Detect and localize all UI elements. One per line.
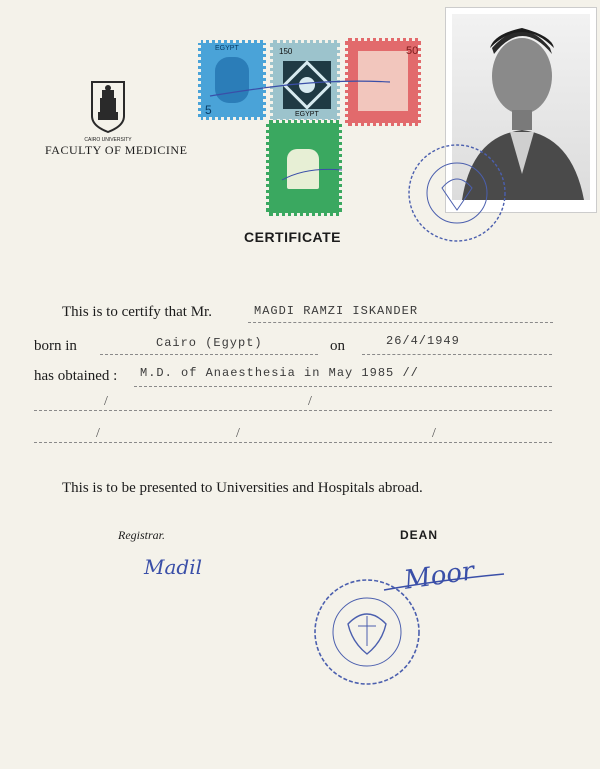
blank-line-1 — [34, 410, 552, 411]
dark-stamp-value: 150 — [279, 47, 293, 56]
certificate-title: CERTIFICATE — [244, 229, 342, 245]
birthdate-underline — [362, 354, 552, 355]
blank-line-2-mark-c: / — [432, 426, 436, 441]
registrar-signature: Madil — [144, 555, 202, 579]
registrar-label: Registrar. — [118, 528, 166, 542]
emblem-caption: CAIRO UNIVERSITY — [84, 137, 132, 143]
dean-label: DEAN — [400, 528, 439, 542]
birthplace-value: Cairo (Egypt) — [156, 336, 263, 350]
blue-stamp-value: 5 — [205, 103, 212, 117]
blank-line-1-mark-b: / — [308, 394, 312, 409]
photo-seal-stamp — [404, 140, 510, 246]
name-underline — [248, 322, 553, 323]
official-seal-stamp — [308, 576, 426, 688]
born-label: born in — [34, 338, 77, 354]
birthplace-underline — [100, 354, 318, 355]
dean-signature: Moor — [402, 556, 477, 596]
blank-line-1-mark-a: / — [104, 394, 108, 409]
blank-line-2-mark-a: / — [96, 426, 100, 441]
red-stamp-value: 50 — [406, 45, 419, 57]
obtained-label: has obtained : — [34, 368, 118, 384]
certify-prefix: This is to certify that Mr. — [62, 304, 212, 320]
holder-name: MAGDI RAMZI ISKANDER — [254, 304, 419, 318]
revenue-stamp-dark: 150 EGYPT — [270, 40, 340, 122]
degree-underline — [134, 386, 552, 387]
blank-line-2-mark-b: / — [236, 426, 240, 441]
faculty-name: FACULTY OF MEDICINE — [45, 143, 188, 157]
blank-line-2 — [34, 442, 552, 443]
presented-statement: This is to be presented to Universities and Hospitals abroad. — [62, 480, 423, 496]
birthdate-value: 26/4/1949 — [386, 334, 460, 348]
on-label: on — [330, 338, 345, 354]
degree-value: M.D. of Anaesthesia in May 1985 // — [140, 366, 419, 380]
revenue-stamp-blue: EGYPT 5 — [198, 40, 266, 120]
